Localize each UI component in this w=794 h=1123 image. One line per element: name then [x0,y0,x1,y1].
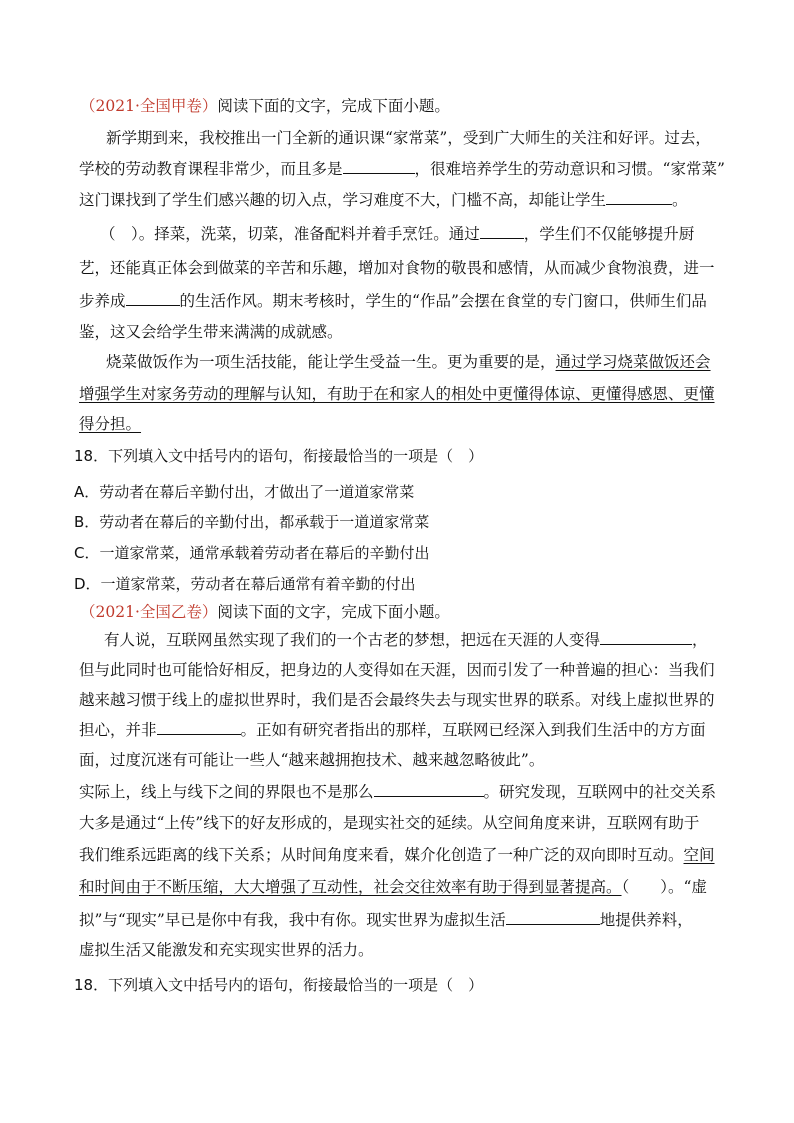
paragraph-line [79,190,688,210]
text: 拟”与“现实”早已是你中有我，我中有你。现实世界为虚拟生活 [79,911,506,929]
question-number: 18． [74,447,109,465]
text: 大多是通过“上传”线下的好友形成的，是现实社交的延续。从空间角度来讲，互联网有助于 [79,814,700,832]
paragraph-line [79,782,716,802]
source-tag: （2021·全国乙卷） [80,603,218,621]
text: 越来越习惯于线上的虚拟世界时，我们是否会最终失去与现实世界的联系。对线上虚拟世界的 [79,691,715,709]
paragraph-line [106,352,711,372]
text: 的生活作风。期末考核时，学生的“作品”会摆在食堂的专门窗口，供师生们品 [179,292,707,310]
text: 实际上，线上与线下之间的界限也不是那么 [79,783,374,801]
question-text: 下列填入文中括号内的语句，衔接最恰当的一项是（ ） [108,447,484,465]
text: ，很难培养学生的劳动意识和习惯。“家常菜” [414,160,725,178]
paragraph-line [79,322,343,342]
option-text: B．劳动者在幕后的辛勤付出，都承载于一道道家常菜 [74,513,430,531]
paragraph-line [106,128,711,148]
text: 步养成 [79,292,126,310]
option-text: D．一道家常菜，劳动者在幕后通常有着辛勤的付出 [74,575,416,593]
text: 学校的劳动教育课程非常少，而且多是 [79,160,343,178]
fill-blank [157,720,241,735]
paragraph-line [79,291,707,311]
paragraph-line [79,414,141,434]
passage-header [80,96,450,116]
text: 新学期到来，我校推出一门全新的通识课“家常菜”，受到广大师生的关注和好评。过去， [106,129,711,147]
paragraph-line [79,384,715,404]
question-18 [74,446,483,466]
paragraph-line [79,910,693,930]
underlined-text: 增强学生对家务劳动的理解与认知，有助于在和家人的相处中更懂得体谅、更懂得感恩、更懂 [79,385,715,403]
fill-blank [343,159,415,174]
fill-blank [480,224,524,239]
text: （ ）。“虚 [621,878,707,896]
passage-header [80,602,450,622]
text: 虚拟生活又能激发和充实现实世界的活力。 [79,941,374,959]
option-a[interactable] [74,482,414,502]
paragraph-line [79,845,715,865]
paragraph-line [79,813,699,833]
underlined-text: 空间 [683,846,715,864]
instruction: 阅读下面的文字，完成下面小题。 [217,97,450,115]
text: ， [692,631,708,649]
paragraph-line [79,660,715,680]
paragraph-line [79,750,544,770]
paragraph-line [104,630,708,650]
option-text: C．一道家常菜，通常承载着劳动者在幕后的辛勤付出 [74,544,430,562]
text: 有人说，互联网虽然实现了我们的一个古老的梦想，把远在天涯的人变得 [104,631,601,649]
text: 艺，还能真正体会到做菜的辛苦和乐趣，增加对食物的敬畏和感情，从而减少食物浪费，进一 [79,259,715,277]
text: 烧菜做饭作为一项生活技能，能让学生受益一生。更为重要的是， [106,353,556,371]
question-text: 下列填入文中括号内的语句，衔接最恰当的一项是（ ） [108,976,484,994]
paragraph-line [79,690,715,710]
fill-blank [506,910,600,925]
instruction: 阅读下面的文字，完成下面小题。 [217,603,450,621]
paragraph-line [79,940,374,960]
underlined-text: 通过学习烧菜做饭还会 [555,353,711,371]
paragraph-line [79,258,715,278]
text: ，学生们不仅能够提升厨 [523,225,695,243]
underlined-text: 得分担。 [79,415,142,433]
option-b[interactable] [74,512,429,532]
text: 但与此同时也可能恰好相反，把身边的人变得如在天涯，因而引发了一种普遍的担心：当我们 [79,661,715,679]
option-c[interactable] [74,543,429,563]
paragraph-line [79,877,707,897]
paragraph-line [100,224,694,244]
fill-blank [374,782,484,797]
text: 担心，并非 [79,721,157,739]
paragraph-line [79,159,725,179]
option-d[interactable] [74,574,416,594]
source-tag: （2021·全国甲卷） [80,97,218,115]
text: 这门课找到了学生们感兴趣的切入点，学习难度不大，门槛不高，却能让学生 [79,191,607,209]
underlined-text: 和时间由于不断压缩，大大增强了互动性，社会交往效率有助于得到显著提高。 [79,878,622,896]
text: 地提供养料， [599,911,693,929]
text: 。 [672,191,688,209]
text: 鉴，这又会给学生带来满满的成就感。 [79,323,343,341]
text: 我们维系远距离的线下关系；从时间角度来看，媒介化创造了一种广泛的双向即时互动。 [79,846,684,864]
question-18 [74,975,483,995]
text: 。研究发现，互联网中的社交关系 [483,783,717,801]
text: 。正如有研究者指出的那样，互联网已经深入到我们生活中的方方面 [240,721,706,739]
question-number: 18． [74,976,109,994]
fill-blank [126,291,180,306]
text: （ ）。择菜，洗菜，切菜，准备配料并着手烹饪。通过 [100,225,480,243]
paragraph-line [79,720,706,740]
option-text: A．劳动者在幕后辛勤付出，才做出了一道道家常菜 [74,483,415,501]
text: 面，过度沉迷有可能让一些人“越来越拥抱技术、越来越忽略彼此”。 [79,751,545,769]
fill-blank [606,190,672,205]
fill-blank [600,630,692,645]
